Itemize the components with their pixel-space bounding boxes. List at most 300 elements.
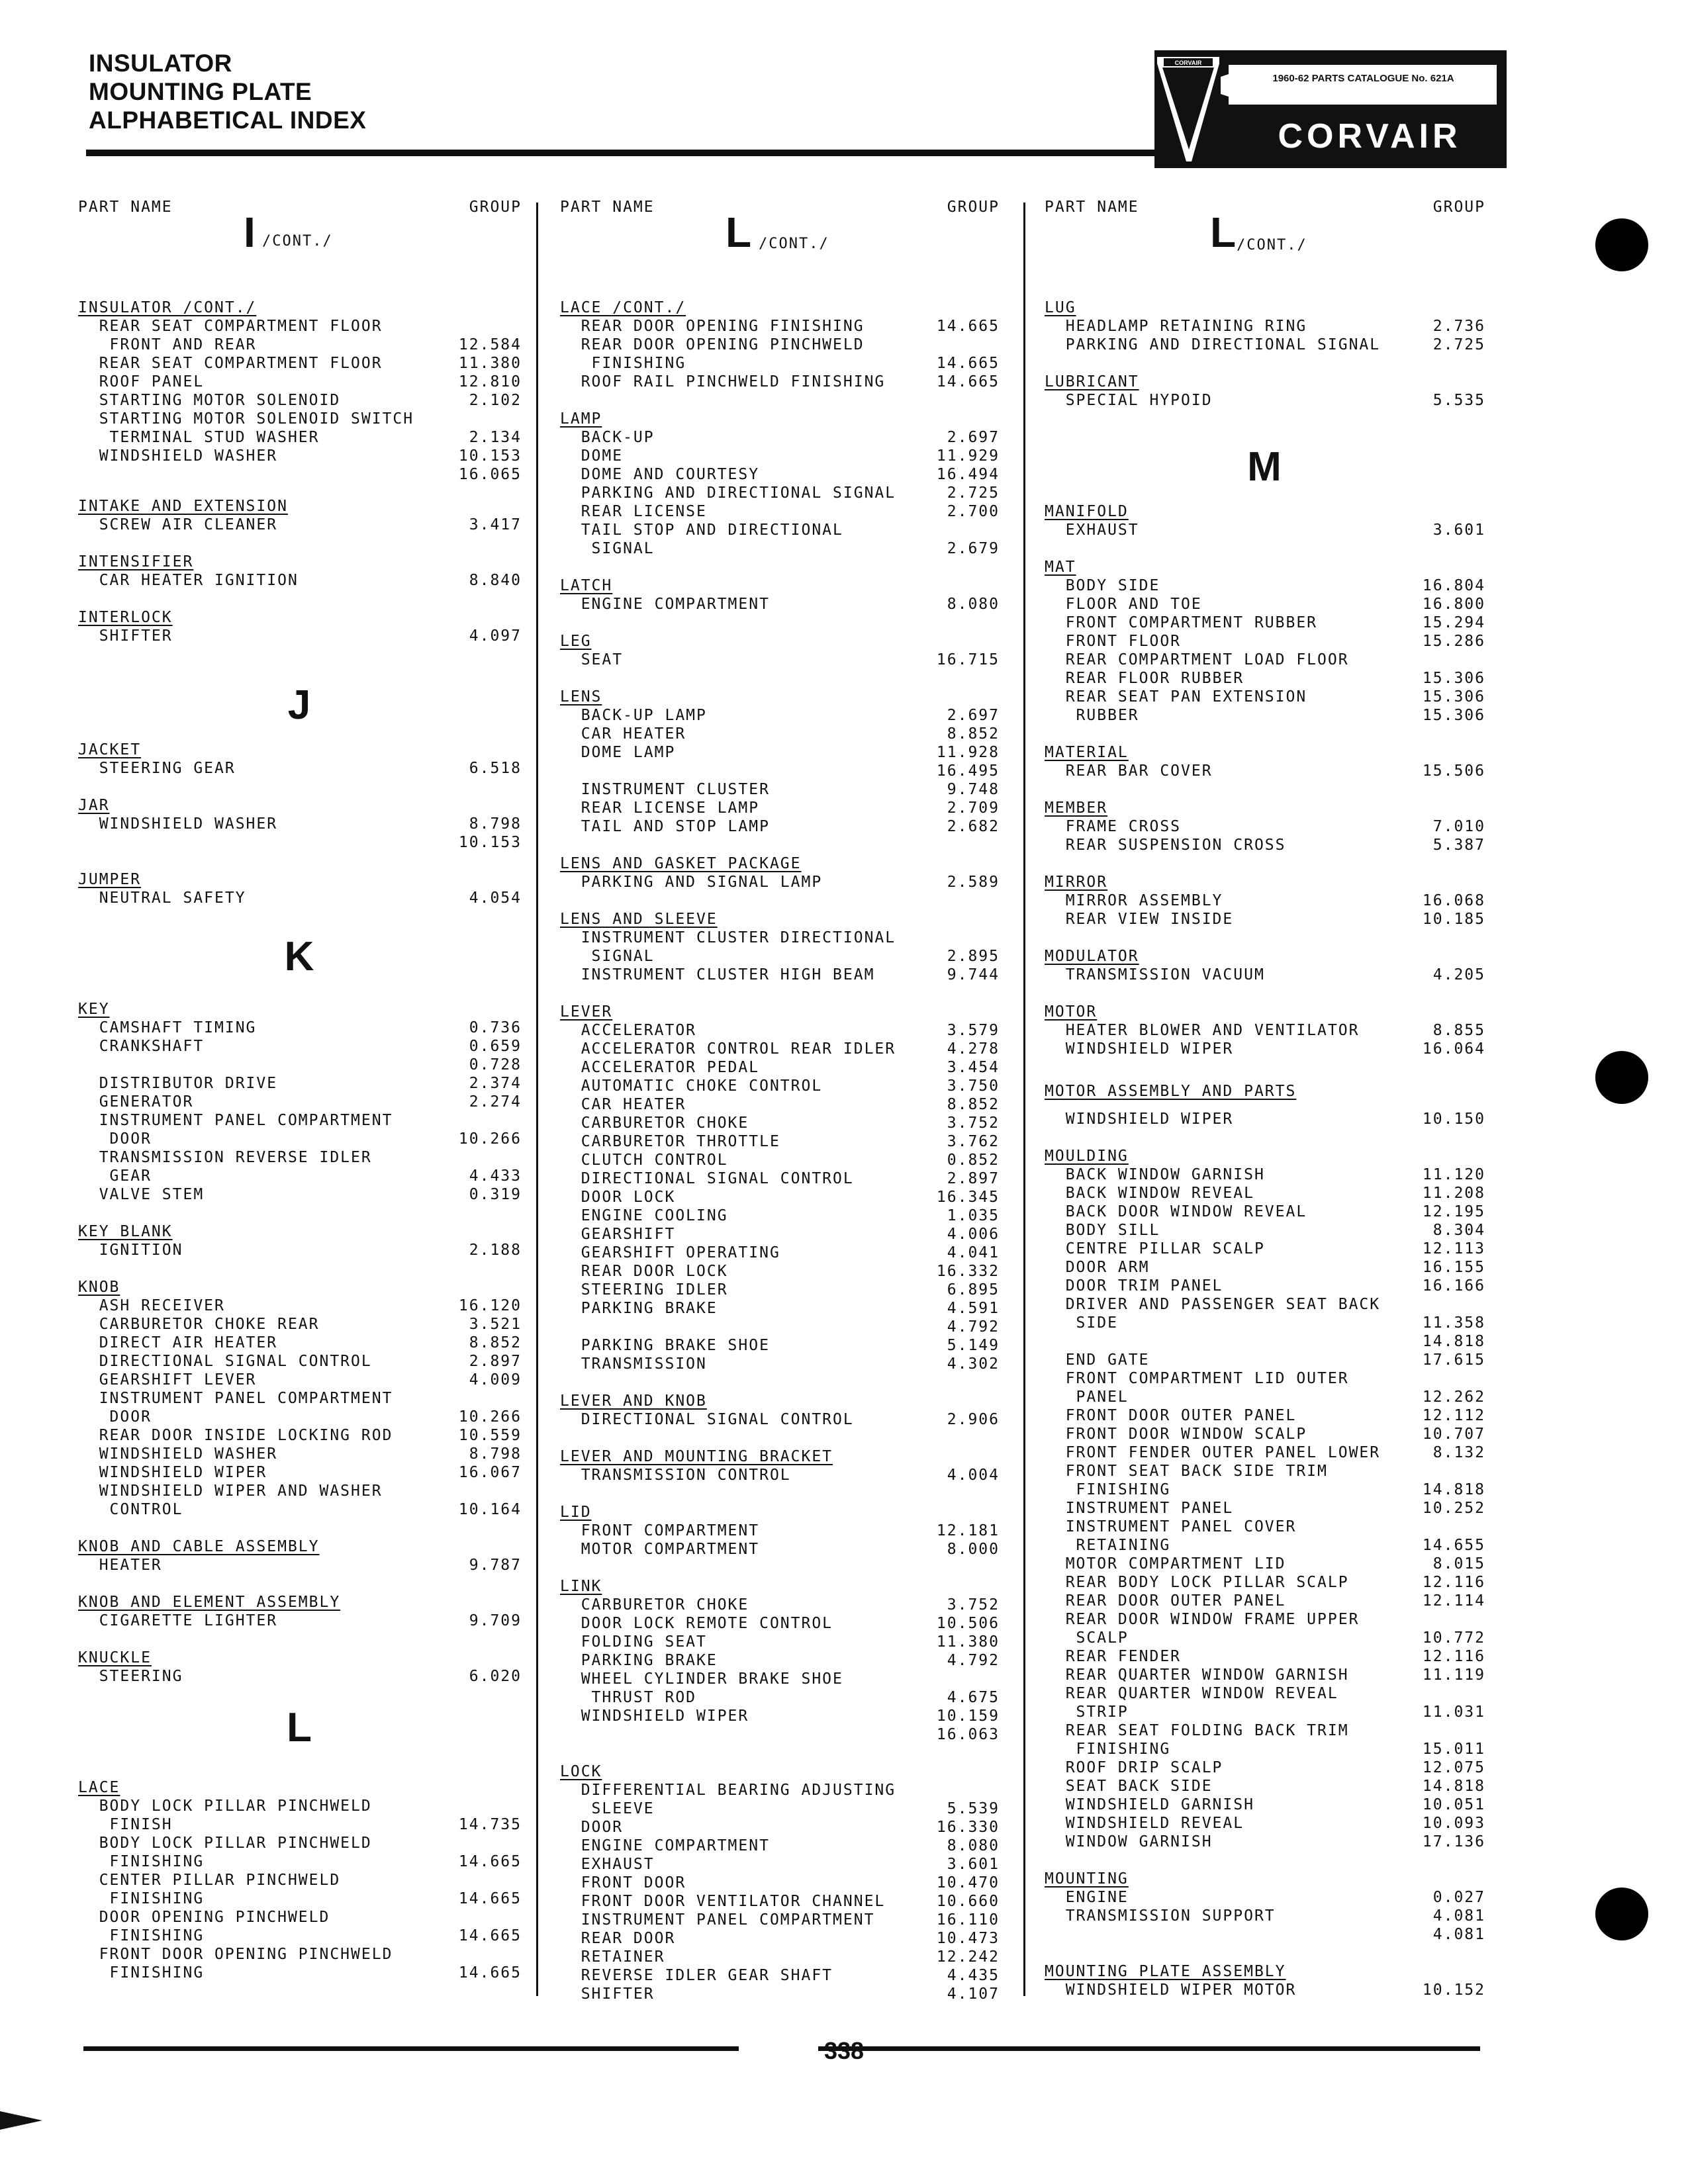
part-name: HEATER BLOWER AND VENTILATOR <box>1045 1022 1360 1039</box>
part-name: REAR DOOR OPENING PINCHWELD <box>560 336 865 353</box>
group-number: 12.116 <box>1422 1648 1485 1665</box>
index-entry <box>78 373 522 392</box>
group-number: 14.818 <box>1422 1778 1485 1795</box>
index-entry <box>78 392 522 410</box>
part-name: BACK WINDOW REVEAL <box>1045 1185 1254 1202</box>
group-number: 4.792 <box>947 1318 1000 1336</box>
index-entry <box>560 1541 1000 1559</box>
index-heading <box>560 1392 1000 1411</box>
heading-text: LATCH <box>560 577 613 594</box>
index-entry <box>1045 1314 1485 1333</box>
index-heading <box>560 1504 1000 1522</box>
group-number: 15.011 <box>1422 1741 1485 1758</box>
group-number: 6.518 <box>469 760 522 777</box>
part-name: CAR HEATER <box>560 725 686 743</box>
group-number: 2.102 <box>469 392 522 409</box>
index-entry <box>1045 1022 1485 1040</box>
index-heading <box>560 633 1000 651</box>
group-number: 10.473 <box>936 1930 1000 1947</box>
index-entry <box>78 410 522 429</box>
heading-text: MOUNTING <box>1045 1870 1129 1888</box>
group-number: 16.063 <box>936 1726 1000 1743</box>
index-entry <box>560 1930 1000 1948</box>
group-number: 15.506 <box>1422 762 1485 780</box>
part-name: REAR DOOR WINDOW FRAME UPPER <box>1045 1611 1360 1628</box>
index-heading <box>1045 874 1485 892</box>
group-number: 12.810 <box>458 373 522 390</box>
part-name: DISTRIBUTOR DRIVE <box>78 1075 278 1092</box>
heading-text: LACE /CONT./ <box>560 299 686 316</box>
part-name: WINDSHIELD WIPER <box>560 1707 749 1725</box>
group-number: 2.709 <box>947 799 1000 817</box>
group-number: 15.306 <box>1422 688 1485 705</box>
index-entry <box>1045 1981 1485 2000</box>
index-entry <box>1045 318 1485 336</box>
part-name: WINDSHIELD WASHER <box>78 1445 278 1463</box>
group-number: 8.000 <box>947 1541 1000 1558</box>
index-entry <box>560 948 1000 966</box>
index-entry <box>560 781 1000 799</box>
part-name: SPECIAL HYPOID <box>1045 392 1213 409</box>
group-number: 6.895 <box>947 1281 1000 1298</box>
column-divider <box>536 203 538 1996</box>
index-entry <box>78 336 522 355</box>
part-name-label: PART NAME <box>560 199 655 216</box>
part-name: PARKING BRAKE SHOE <box>560 1337 770 1354</box>
index-entry <box>1045 392 1485 410</box>
heading-text: MATERIAL <box>1045 744 1129 761</box>
group-number: 10.185 <box>1422 911 1485 928</box>
index-entry <box>1045 633 1485 651</box>
part-name: CARBURETOR CHOKE <box>560 1115 749 1132</box>
part-name: REAR SEAT PAN EXTENSION <box>1045 688 1307 705</box>
index-entry <box>78 447 522 466</box>
part-name: FRAME CROSS <box>1045 818 1182 835</box>
index-column-2 <box>560 199 1000 2003</box>
part-name: STRIP <box>1045 1704 1129 1721</box>
group-number: 8.855 <box>1432 1022 1485 1039</box>
group-number: 2.682 <box>947 818 1000 835</box>
index-heading <box>560 911 1000 929</box>
part-name: SIGNAL <box>560 540 655 557</box>
group-number: 6.020 <box>469 1668 522 1685</box>
part-name: WINDSHIELD GARNISH <box>1045 1796 1254 1813</box>
group-number: 16.332 <box>936 1263 1000 1280</box>
index-entry <box>560 1355 1000 1374</box>
part-name: TRANSMISSION REVERSE IDLER <box>78 1149 372 1166</box>
index-entry <box>78 1464 522 1482</box>
index-heading <box>78 1279 522 1297</box>
group-number: 3.454 <box>947 1059 1000 1076</box>
index-entry <box>560 1948 1000 1967</box>
part-name: DOOR <box>78 1408 152 1426</box>
group-number: 5.535 <box>1432 392 1485 409</box>
heading-text: MOUNTING PLATE ASSEMBLY <box>1045 1963 1286 1980</box>
group-number: 0.027 <box>1432 1889 1485 1906</box>
part-name: INSTRUMENT CLUSTER HIGH BEAM <box>560 966 875 983</box>
index-entry <box>1045 1907 1485 1926</box>
group-number: 4.278 <box>947 1040 1000 1058</box>
continued-label: /CONT./ <box>1237 237 1307 253</box>
index-entry <box>1045 1722 1485 1741</box>
index-entry <box>560 1411 1000 1430</box>
group-number: 14.818 <box>1422 1481 1485 1498</box>
part-name: REAR LICENSE LAMP <box>560 799 760 817</box>
index-heading <box>1045 373 1485 392</box>
part-name: HEADLAMP RETAINING RING <box>1045 318 1307 335</box>
index-entry <box>1045 1611 1485 1629</box>
index-entry <box>560 799 1000 818</box>
index-heading <box>560 1578 1000 1596</box>
index-entry <box>78 1445 522 1464</box>
index-heading <box>1045 744 1485 762</box>
index-heading <box>78 1649 522 1668</box>
index-entry <box>560 1318 1000 1337</box>
index-entry <box>78 815 522 834</box>
heading-text: INSULATOR /CONT./ <box>78 299 257 316</box>
heading-text: MAT <box>1045 559 1076 576</box>
index-entry <box>560 1115 1000 1133</box>
part-name: ROOF DRIP SCALP <box>1045 1759 1223 1776</box>
part-name: BODY SILL <box>1045 1222 1160 1239</box>
heading-text: LOCK <box>560 1763 602 1780</box>
index-entry <box>1045 1203 1485 1222</box>
section-letter: I <box>244 208 257 256</box>
index-entry <box>560 1022 1000 1040</box>
index-heading <box>78 498 522 516</box>
part-name: CONTROL <box>78 1501 183 1518</box>
index-entry <box>560 1837 1000 1856</box>
index-entry <box>560 466 1000 484</box>
index-entry <box>560 707 1000 725</box>
index-entry <box>1045 966 1485 985</box>
part-name: SCREW AIR CLEANER <box>78 516 278 533</box>
index-entry <box>560 1856 1000 1874</box>
heading-text: JUMPER <box>78 871 142 888</box>
index-entry <box>1045 707 1485 725</box>
group-number: 11.208 <box>1422 1185 1485 1202</box>
index-entry <box>1045 1500 1485 1518</box>
group-number: 3.750 <box>947 1077 1000 1095</box>
index-entry <box>560 1281 1000 1300</box>
heading-text: KNOB AND ELEMENT ASSEMBLY <box>78 1594 341 1611</box>
group-number: 8.080 <box>947 596 1000 613</box>
index-heading <box>1045 559 1485 577</box>
svg-text:CORVAIR: CORVAIR <box>1174 60 1202 66</box>
heading-text: LID <box>560 1504 592 1521</box>
part-name: DOOR OPENING PINCHWELD <box>78 1909 330 1926</box>
index-entry <box>1045 688 1485 707</box>
part-name: WINDSHIELD WIPER AND WASHER <box>78 1482 383 1500</box>
index-entry <box>560 1096 1000 1115</box>
group-number: 4.205 <box>1432 966 1485 983</box>
part-name: DOOR ARM <box>1045 1259 1150 1276</box>
index-entry <box>1045 1388 1485 1407</box>
part-name: REAR DOOR INSIDE LOCKING ROD <box>78 1427 393 1444</box>
column-header <box>560 199 1000 225</box>
part-name: DIRECTIONAL SIGNAL CONTROL <box>78 1353 372 1370</box>
heading-text: INTENSIFIER <box>78 553 194 570</box>
index-entry <box>1045 1185 1485 1203</box>
page-number <box>0 2037 1688 2065</box>
part-name: TRANSMISSION VACUUM <box>1045 966 1265 983</box>
part-name: DOOR <box>560 1819 624 1836</box>
part-name: CARBURETOR CHOKE <box>560 1596 749 1614</box>
heading-text: LEVER AND KNOB <box>560 1392 707 1410</box>
part-name: DIRECTIONAL SIGNAL CONTROL <box>560 1411 854 1428</box>
header-rule <box>86 150 1172 156</box>
part-name: CENTRE PILLAR SCALP <box>1045 1240 1265 1257</box>
index-entry <box>1045 1574 1485 1592</box>
group-number: 5.539 <box>947 1800 1000 1817</box>
index-entry <box>78 1835 522 1853</box>
group-number: 16.800 <box>1422 596 1485 613</box>
index-entry <box>78 1816 522 1835</box>
heading-text: KNOB AND CABLE ASSEMBLY <box>78 1538 320 1555</box>
part-name: INSTRUMENT CLUSTER DIRECTIONAL <box>560 929 896 946</box>
part-name: BACK-UP <box>560 429 655 446</box>
index-heading <box>560 577 1000 596</box>
index-heading <box>1045 1083 1485 1101</box>
section-letter: J <box>287 682 312 728</box>
page-title <box>89 49 366 134</box>
group-number: 3.601 <box>1432 522 1485 539</box>
part-name: REAR DOOR <box>560 1930 676 1947</box>
part-name: CAR HEATER <box>560 1096 686 1113</box>
part-name: WINDSHIELD WIPER MOTOR <box>1045 1981 1297 1999</box>
heading-text: INTAKE AND EXTENSION <box>78 498 288 515</box>
index-entry <box>78 760 522 778</box>
part-name: FRONT COMPARTMENT <box>560 1522 760 1539</box>
group-number: 11.120 <box>1422 1166 1485 1183</box>
group-number: 2.895 <box>947 948 1000 965</box>
index-entry <box>78 318 522 336</box>
part-name: SIGNAL <box>560 948 655 965</box>
group-number: 3.601 <box>947 1856 1000 1873</box>
heading-text: LENS AND GASKET PACKAGE <box>560 855 802 872</box>
group-number: 11.380 <box>458 355 522 372</box>
group-number: 10.150 <box>1422 1111 1485 1128</box>
index-entry <box>1045 1648 1485 1666</box>
index-entry <box>1045 1666 1485 1685</box>
part-name: WINDOW GARNISH <box>1045 1833 1213 1850</box>
part-name-label: PART NAME <box>78 199 173 216</box>
index-entry <box>78 1242 522 1260</box>
index-entry <box>560 929 1000 948</box>
index-entry <box>1045 1741 1485 1759</box>
index-entry <box>560 1707 1000 1726</box>
heading-text: LENS AND SLEEVE <box>560 911 718 928</box>
index-entry <box>560 1133 1000 1152</box>
index-entry <box>560 1893 1000 1911</box>
index-entry <box>560 1189 1000 1207</box>
part-name: REAR LICENSE <box>560 503 707 520</box>
group-number: 12.114 <box>1422 1592 1485 1610</box>
index-entry <box>560 1522 1000 1541</box>
index-heading <box>78 1538 522 1557</box>
index-entry <box>78 889 522 908</box>
index-heading <box>560 688 1000 707</box>
group-number: 10.153 <box>458 834 522 851</box>
group-number: 4.009 <box>469 1371 522 1388</box>
index-heading <box>1045 1003 1485 1022</box>
index-entry <box>78 627 522 646</box>
binder-hole <box>1595 218 1648 271</box>
group-number: 10.559 <box>458 1427 522 1444</box>
part-name: WHEEL CYLINDER BRAKE SHOE <box>560 1670 843 1688</box>
index-column-3 <box>1045 199 1485 1999</box>
group-number: 16.715 <box>936 651 1000 668</box>
index-entry <box>560 1911 1000 1930</box>
index-entry <box>1045 837 1485 855</box>
group-number: 0.659 <box>469 1038 522 1055</box>
title-line-1: INSULATOR <box>89 50 232 77</box>
index-entry <box>78 1019 522 1038</box>
index-entry <box>78 1038 522 1056</box>
group-number: 16.110 <box>936 1911 1000 1929</box>
index-entry <box>78 572 522 590</box>
part-name: MIRROR ASSEMBLY <box>1045 892 1223 909</box>
continued-label: /CONT./ <box>759 236 829 252</box>
part-name: BODY LOCK PILLAR PINCHWELD <box>78 1835 372 1852</box>
group-number: 14.735 <box>458 1816 522 1833</box>
index-entry <box>78 1186 522 1205</box>
group-number: 2.589 <box>947 874 1000 891</box>
group-number: 10.051 <box>1422 1796 1485 1813</box>
heading-text: MODULATOR <box>1045 948 1139 965</box>
group-number: 15.294 <box>1422 614 1485 631</box>
part-name: SIDE <box>1045 1314 1118 1332</box>
part-name: STEERING <box>78 1668 183 1685</box>
part-name: ACCELERATOR <box>560 1022 697 1039</box>
group-number: 9.744 <box>947 966 1000 983</box>
part-name-label: PART NAME <box>1045 199 1139 216</box>
heading-text: LAMP <box>560 410 602 428</box>
index-entry <box>78 1797 522 1816</box>
group-number: 8.132 <box>1432 1444 1485 1461</box>
index-entry <box>78 1093 522 1112</box>
group-number: 4.041 <box>947 1244 1000 1261</box>
index-entry <box>1045 1370 1485 1388</box>
group-number: 10.707 <box>1422 1426 1485 1443</box>
part-name: CRANKSHAFT <box>78 1038 205 1055</box>
part-name: WINDSHIELD REVEAL <box>1045 1815 1244 1832</box>
part-name: ACCELERATOR PEDAL <box>560 1059 760 1076</box>
part-name: FRONT DOOR <box>560 1874 686 1891</box>
index-entry <box>1045 1222 1485 1240</box>
part-name: SEAT BACK SIDE <box>1045 1778 1213 1795</box>
group-number: 12.584 <box>458 336 522 353</box>
part-name: FRONT COMPARTMENT RUBBER <box>1045 614 1318 631</box>
group-number: 4.435 <box>947 1967 1000 1984</box>
part-name: CARBURETOR THROTTLE <box>560 1133 780 1150</box>
group-number: 5.387 <box>1432 837 1485 854</box>
part-name: TERMINAL STUD WASHER <box>78 429 320 446</box>
group-number: 10.660 <box>936 1893 1000 1910</box>
index-entry <box>560 1615 1000 1633</box>
part-name: CAR HEATER IGNITION <box>78 572 299 589</box>
index-entry <box>560 725 1000 744</box>
index-heading <box>78 1779 522 1797</box>
part-name: REAR FLOOR RUBBER <box>1045 670 1244 687</box>
heading-text: LUG <box>1045 299 1076 316</box>
group-number: 3.752 <box>947 1596 1000 1614</box>
index-entry <box>560 1633 1000 1652</box>
part-name: REAR QUARTER WINDOW GARNISH <box>1045 1666 1349 1684</box>
part-name: SHIFTER <box>560 1985 655 2003</box>
index-heading <box>78 741 522 760</box>
group-number: 11.380 <box>936 1633 1000 1651</box>
column-divider <box>1023 203 1025 1996</box>
group-number: 3.521 <box>469 1316 522 1333</box>
group-number: 2.374 <box>469 1075 522 1092</box>
part-name: PARKING BRAKE <box>560 1652 718 1669</box>
index-entry <box>1045 1333 1485 1351</box>
group-number: 11.119 <box>1422 1666 1485 1684</box>
index-heading <box>1045 503 1485 522</box>
column-header <box>1045 199 1485 225</box>
part-name: BACK-UP LAMP <box>560 707 707 724</box>
group-number: 8.304 <box>1432 1222 1485 1239</box>
part-name: REVERSE IDLER GEAR SHAFT <box>560 1967 833 1984</box>
index-entry <box>560 1689 1000 1707</box>
group-number: 4.302 <box>947 1355 1000 1373</box>
index-entry <box>1045 1685 1485 1704</box>
index-entry <box>78 1297 522 1316</box>
part-name: REAR SEAT COMPARTMENT FLOOR <box>78 318 383 335</box>
index-heading <box>78 553 522 572</box>
group-label: GROUP <box>469 199 522 216</box>
heading-text: LENS <box>560 688 602 705</box>
index-entry <box>560 1040 1000 1059</box>
group-number: 8.798 <box>469 815 522 833</box>
group-number: 10.164 <box>458 1501 522 1518</box>
footer-rule-right <box>818 2046 1480 2051</box>
group-number: 8.798 <box>469 1445 522 1463</box>
group-number: 16.495 <box>936 762 1000 780</box>
part-name: FINISHING <box>78 1853 205 1870</box>
part-name: FRONT COMPARTMENT LID OUTER <box>1045 1370 1349 1387</box>
index-entry <box>560 1226 1000 1244</box>
index-entry <box>1045 1240 1485 1259</box>
group-number: 12.116 <box>1422 1574 1485 1591</box>
part-name: ENGINE COOLING <box>560 1207 728 1224</box>
part-name: REAR DOOR OUTER PANEL <box>1045 1592 1286 1610</box>
index-entry <box>560 1467 1000 1485</box>
part-name: AUTOMATIC CHOKE CONTROL <box>560 1077 823 1095</box>
index-entry <box>1045 1166 1485 1185</box>
index-entry <box>560 484 1000 503</box>
index-entry <box>1045 1889 1485 1907</box>
part-name: DOME LAMP <box>560 744 676 761</box>
index-entry <box>78 1390 522 1408</box>
group-number: 4.081 <box>1432 1926 1485 1943</box>
part-name: STEERING GEAR <box>78 760 236 777</box>
index-entry <box>560 1800 1000 1819</box>
part-name: STARTING MOTOR SOLENOID SWITCH <box>78 410 414 428</box>
index-entry <box>1045 1833 1485 1852</box>
index-heading <box>560 855 1000 874</box>
heading-text: LACE <box>78 1779 120 1796</box>
group-label: GROUP <box>947 199 1000 216</box>
part-name: PARKING AND DIRECTIONAL SIGNAL <box>1045 336 1381 353</box>
index-entry <box>560 1059 1000 1077</box>
group-number: 8.852 <box>469 1334 522 1351</box>
group-number: 14.665 <box>458 1890 522 1907</box>
index-entry <box>1045 1629 1485 1648</box>
group-number: 2.697 <box>947 429 1000 446</box>
part-name: ENGINE COMPARTMENT <box>560 1837 770 1854</box>
